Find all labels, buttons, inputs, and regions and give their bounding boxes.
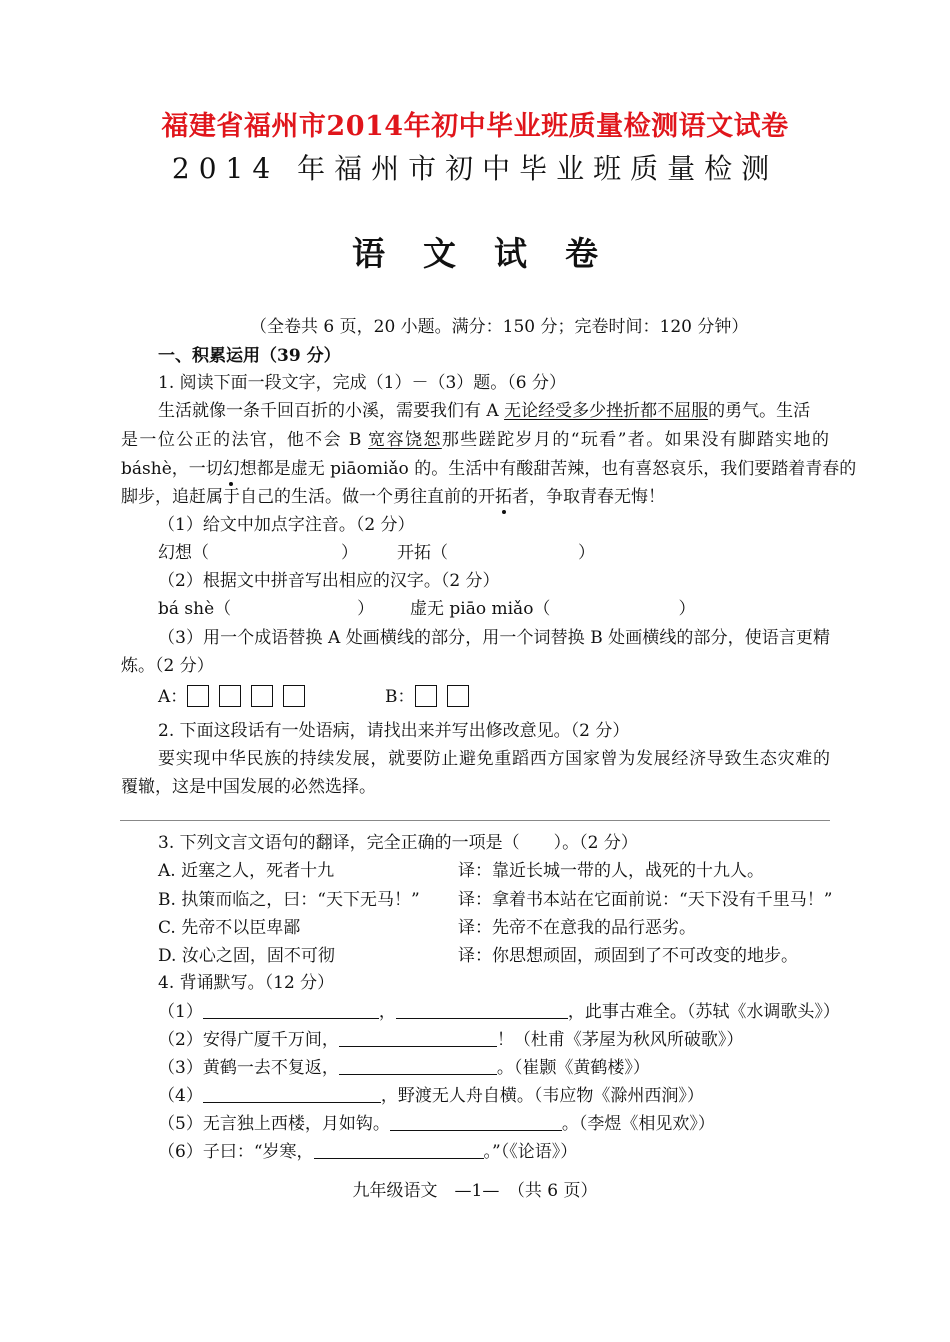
q1-sub1: （1）给文中加点字注音。（2 分）	[158, 515, 415, 535]
q4-stem: 4. 背诵默写。（12 分）	[158, 973, 335, 993]
answer-box[interactable]	[251, 685, 273, 707]
document-main-title: 语文试卷	[352, 234, 636, 273]
document-subtitle: 2014 年福州市初中毕业班质量检测	[171, 152, 779, 185]
q3-option-a-source: A. 近塞之人，死者十九	[158, 861, 335, 881]
q2-stem: 2. 下面这段话有一处语病，请找出来并写出修改意见。（2 分）	[158, 721, 630, 741]
q1-paragraph-line2: 是一位公正的法官，他不会 B 宽容饶恕那些蹉跎岁月的“玩看”者。如果没有脚踏实地的	[121, 430, 829, 450]
q1-paragraph-line1: 生活就像一条千回百折的小溪，需要我们有 A 无论经受多少挫折都不屈服的勇气。生活	[158, 401, 811, 421]
underline-b: 宽容饶恕	[368, 430, 442, 450]
q4-line2: （2）安得广厦千万间， ！（杜甫《茅屋为秋风所破歌》）	[158, 1030, 744, 1050]
fill-blank[interactable]	[339, 1032, 497, 1047]
fill-blank[interactable]	[390, 1116, 562, 1131]
q1-sub1-answer-b: 开拓（ ）	[397, 543, 595, 563]
q1-paragraph-line3: báshè，一切幻想都是虚无 piāomiǎo 的。生活中有酸甜苦辣，也有喜怒哀乐，我们要踏着青春的	[121, 459, 857, 479]
answer-box[interactable]	[447, 685, 469, 707]
fill-blank[interactable]	[314, 1144, 484, 1159]
q1-sub2: （2）根据文中拼音写出相应的汉字。（2 分）	[158, 571, 500, 591]
fill-blank[interactable]	[396, 1004, 568, 1019]
q1-stem: 1. 阅读下面一段文字，完成（1）－（3）题。（6 分）	[158, 373, 566, 393]
q1-sub2-answer-b: 虚无 piāo miǎo（ ）	[410, 599, 696, 619]
exam-info: （全卷共 6 页，20 小题。满分：150 分；完卷时间：120 分钟）	[250, 317, 749, 337]
q1-paragraph-line4: 脚步，追赶属于自己的生活。做一个勇往直前的开拓者，争取青春无悔！	[121, 487, 665, 507]
q1-sub3-line2: 炼。（2 分）	[121, 656, 214, 676]
q3-option-b-source: B. 执策而临之，曰：“天下无马！”	[158, 890, 420, 910]
q3-option-c-source: C. 先帝不以臣卑鄙	[158, 918, 301, 938]
q2-line2: 覆辙，这是中国发展的必然选择。	[121, 777, 376, 797]
q3-option-b-translation: 译：拿着书本站在它面前说：“天下没有千里马！”	[458, 890, 833, 910]
q3-option-a-translation: 译：靠近长城一带的人，战死的十九人。	[458, 861, 764, 881]
underline-a: 无论经受多少挫折都不屈服	[504, 401, 709, 421]
q1-sub1-answer-a: 幻想（ ）	[158, 543, 358, 563]
answer-box[interactable]	[187, 685, 209, 707]
q4-line6: （6）子曰：“岁寒， 。”（《论语》）	[158, 1142, 578, 1162]
fill-blank[interactable]	[339, 1060, 497, 1075]
q1-sub2-answer-a: bá shè（ ）	[158, 599, 375, 619]
dotted-char-huan: 幻	[222, 459, 240, 479]
q1-sub3-line1: （3）用一个成语替换 A 处画横线的部分，用一个词替换 B 处画横线的部分，使语言更精	[158, 628, 830, 648]
dotted-char-tuo: 拓	[495, 487, 512, 507]
section-divider	[120, 820, 830, 821]
answer-box[interactable]	[283, 685, 305, 707]
label-a: A：	[158, 687, 188, 707]
q3-option-d-translation: 译：你思想顽固，顽固到了不可改变的地步。	[458, 946, 798, 966]
section-heading: 一、积累运用（39 分）	[158, 346, 341, 366]
q3-option-c-translation: 译：先帝不在意我的品行恶劣。	[458, 918, 696, 938]
answer-boxes-b	[385, 685, 479, 708]
q3-option-d-source: D. 汝心之固，固不可彻	[158, 946, 335, 966]
fill-blank[interactable]	[203, 1088, 381, 1103]
answer-box[interactable]	[415, 685, 437, 707]
q4-line4: （4） ，野渡无人舟自横。（韦应物《滁州西涧》）	[158, 1086, 704, 1106]
fill-blank[interactable]	[203, 1004, 379, 1019]
answer-box[interactable]	[219, 685, 241, 707]
q3-stem: 3. 下列文言文语句的翻译，完全正确的一项是（ ）。（2 分）	[158, 833, 638, 853]
q4-line3: （3）黄鹤一去不复返， 。（崔颢《黄鹤楼》）	[158, 1058, 650, 1078]
answer-boxes-a	[158, 685, 315, 708]
q4-line1: （1） ， ，此事古难全。（苏轼《水调歌头》）	[158, 1002, 840, 1022]
page-footer: 九年级语文 —1— （共 6 页）	[352, 1181, 598, 1201]
q2-line1: 要实现中华民族的持续发展，就要防止避免重蹈西方国家曾为发展经济导致生态灾难的	[158, 749, 830, 769]
label-b: B：	[385, 687, 415, 707]
q4-line5: （5）无言独上西楼，月如钩。 。（李煜《相见欢》）	[158, 1114, 715, 1134]
document-red-title: 福建省福州市2014年初中毕业班质量检测语文试卷	[161, 111, 789, 142]
